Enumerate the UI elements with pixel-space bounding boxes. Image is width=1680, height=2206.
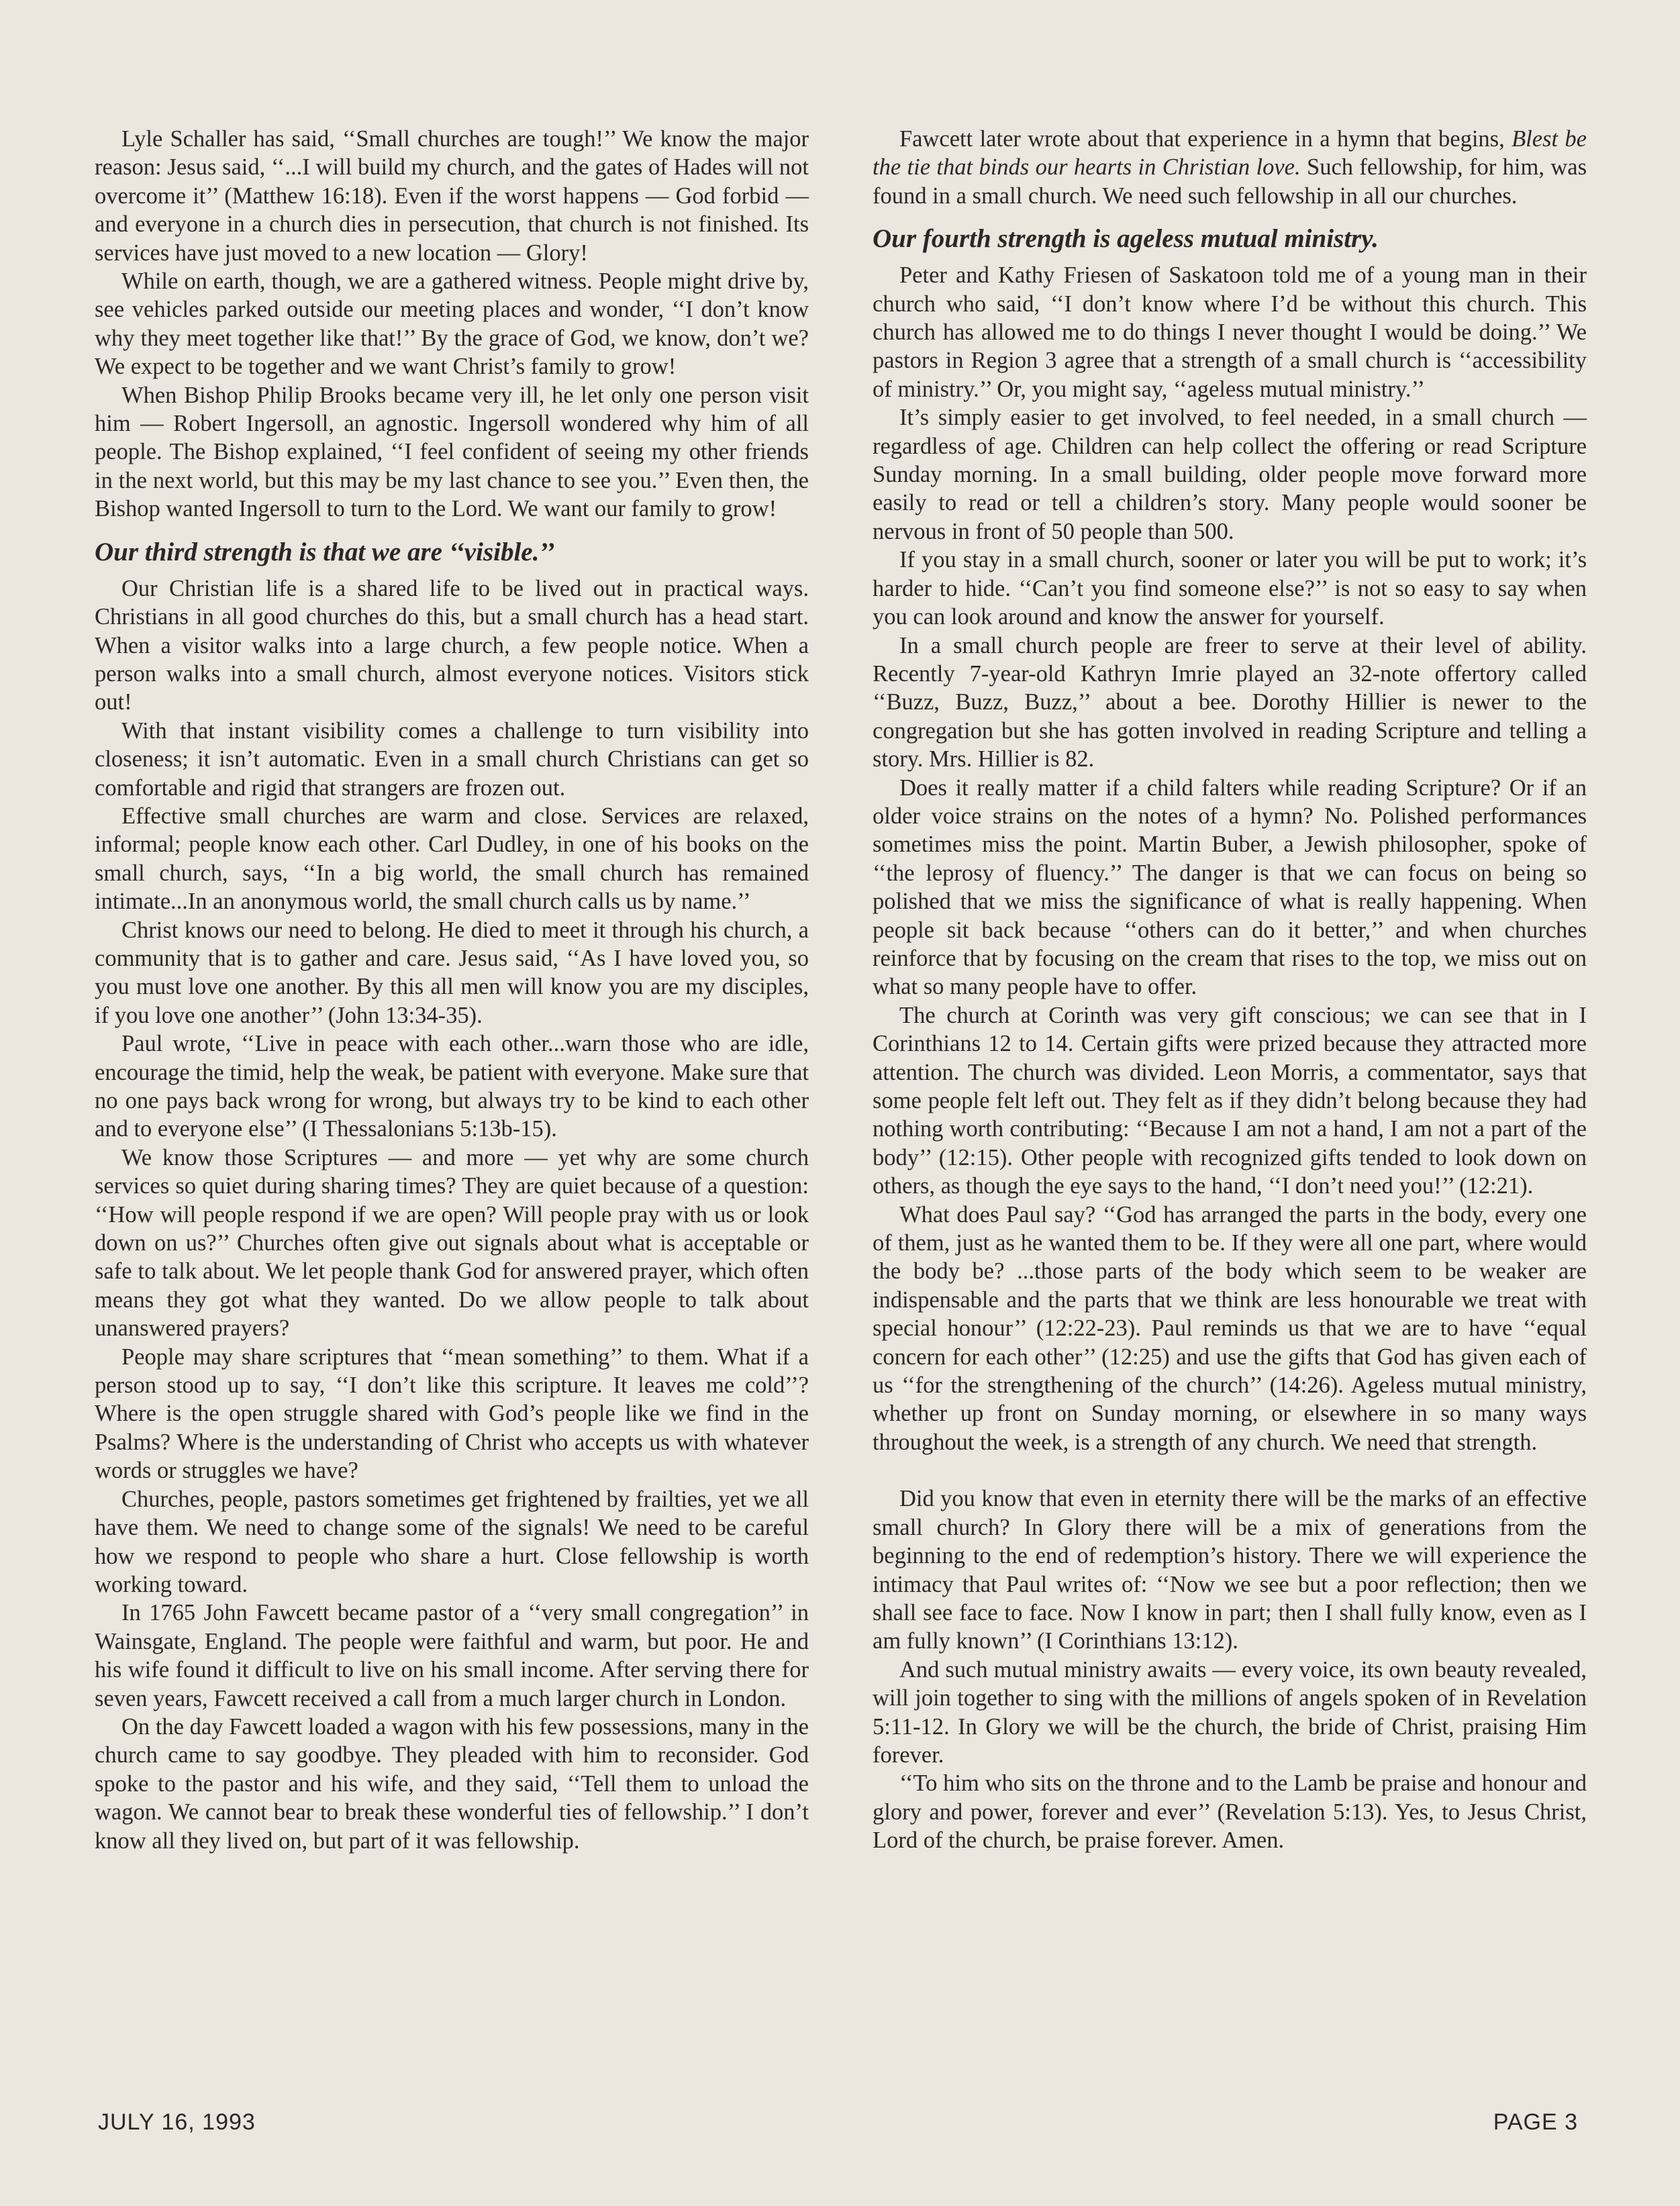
paragraph: The church at Corinth was very gift conscious; we can see that in I Corinthians 12 to 14. Certain gifts were prized because they attracted more attention. The church was divided. Leon Morris, a commentator, says that some people felt left out. They felt as if they didn’t belong because they had nothing worth contributing: ‘‘Because I am not a hand, I am not a part of the body’’ (12:15). Other people with recognized gifts tended to look down on others, as though the eye says to the hand, ‘‘I don’t need you!’’ (12:21). bbox=[873, 1002, 1587, 1199]
paragraph: If you stay in a small church, sooner or later you will be put to work; it’s harder to hide. ‘‘Can’t you find someone else?’’ is not so easy to say when you can look around and know the answer for yourself. bbox=[873, 547, 1587, 630]
paragraph: We know those Scriptures — and more — yet why are some church services so quiet during sharing times? They are quiet because of a question: ‘‘How will people respond if we are open? Will people pray with us or look down on us?’’ Churches often give out signals about what is acceptable or safe to talk about. We let people thank God for answered prayer, which often means they got what they wanted. Do we allow people to talk about unanswered prayers? bbox=[95, 1144, 809, 1342]
paragraph: What does Paul say? ‘‘God has arranged the parts in the body, every one of them, just as he wanted them to be. If they were all one part, where would the body be? ...those parts of the body which seem to be weaker are indispensable and the parts that we think are less honourable we treat with special honour’’ (12:22-23). Paul reminds us that we are to have ‘‘equal concern for each other’’ (12:25) and use the gifts that God has given each of us ‘‘for the strengthening of the church’’ (14:26). Ageless mutual ministry, whether up front on Sunday morning, or elsewhere in so many ways throughout the week, is a strength of any church. We need that strength. bbox=[873, 1201, 1587, 1455]
section-spacer bbox=[873, 1456, 1587, 1485]
paragraph: In a small church people are freer to serve at their level of ability. Recently 7-year-old Kathryn Imrie played an 32-note offertory called ‘‘Buzz, Buzz, Buzz,’’ about a bee. Dorothy Hillier is newer to the congregation but she has gotten involved in reading Scripture and telling a story. Mrs. Hillier is 82. bbox=[873, 632, 1587, 772]
paragraph: Lyle Schaller has said, ‘‘Small churches are tough!’’ We know the major reason: Jesus said, ‘‘...I will build my church, and the gates of Hades will not overcome it’’ (Matthew 16:18). Even if the worst happens — God forbid — and everyone in a church dies in persecution, that church is not finished. Its services have just moved to a new location — Glory! bbox=[95, 126, 809, 266]
paragraph: When Bishop Philip Brooks became very ill, he let only one person visit him — Robert Ingersoll, an agnostic. Ingersoll wondered why him of all people. The Bishop explained, ‘‘I feel confident of seeing my other friends in the next world, but this may be my last chance to see you.’’ Even then, the Bishop wanted Ingersoll to turn to the Lord. We want our family to grow! bbox=[95, 382, 809, 522]
section-heading-fourth-strength: Our fourth strength is ageless mutual ministry. bbox=[873, 224, 1379, 254]
footer-date: JULY 16, 1993 bbox=[98, 2109, 256, 2135]
paragraph: Our Christian life is a shared life to be lived out in practical ways. Christians in all good churches do this, but a small church has a head start. When a visitor walks into a large church, a few people notice. When a person walks into a small church, almost everyone notices. Visitors stick out! bbox=[95, 575, 809, 715]
paragraph: And such mutual ministry awaits — every voice, its own beauty revealed, will join together to sing with the millions of angels spoken of in Revelation 5:11-12. In Glory we will be the church, the bride of Christ, praising Him forever. bbox=[873, 1656, 1587, 1768]
paragraph: While on earth, though, we are a gathered witness. People might drive by, see vehicles parked outside our meeting places and wonder, ‘‘I don’t know why they meet together like that!’’ By the grace of God, we know, don’t we? We expect to be together and we want Christ’s family to grow! bbox=[95, 268, 809, 380]
paragraph: Effective small churches are warm and close. Services are relaxed, informal; people know each other. Carl Dudley, in one of his books on the small church, says, ‘‘In a big world, the small church has remained intimate...In an anonymous world, the small church calls us by name.’’ bbox=[95, 803, 809, 915]
paragraph: On the day Fawcett loaded a wagon with his few possessions, many in the church came to say goodbye. They pleaded with him to reconsider. God spoke to the pastor and his wife, and they said, ‘‘Tell them to unload the wagon. We cannot bear to break these wonderful ties of fellowship.’’ I don’t know all they lived on, but part of it was fellowship. bbox=[95, 1713, 809, 1854]
hymn-title: Blest be the tie that binds our hearts in Christian love. bbox=[873, 126, 1587, 181]
paragraph-text: Such fellowship, for him, was found in a small church. We need such fellowship in all our churches. bbox=[873, 154, 1587, 209]
paragraph: Christ knows our need to belong. He died to meet it through his church, a community that is to gather and care. Jesus said, ‘‘As I have loved you, so you must love one another. By this all men will know you are my disciples, if you love one another’’ (John 13:34-35). bbox=[95, 917, 809, 1028]
paragraph: Does it really matter if a child falters while reading Scripture? Or if an older voice strains on the notes of a hymn? No. Polished performances sometimes miss the point. Martin Buber, a Jewish philosopher, spoke of ‘‘the leprosy of fluency.’’ The danger is that we can focus on being so polished that we miss the significance of what is really happening. When people sit back because ‘‘others can do it better,’’ and when churches reinforce that by focusing on the cream that rises to the top, we miss out on what so many people have to offer. bbox=[873, 774, 1587, 1000]
paragraph: ‘‘To him who sits on the throne and to the Lamb be praise and honour and glory and power, forever and ever’’ (Revelation 5:13). Yes, to Jesus Christ, Lord of the church, be praise forever. Amen. bbox=[873, 1770, 1587, 1854]
section-heading-third-strength: Our third strength is that we are ‘‘visible.’’ bbox=[95, 537, 555, 566]
paragraph: Paul wrote, ‘‘Live in peace with each other...warn those who are idle, encourage the timid, help the weak, be patient with everyone. Make sure that no one pays back wrong for wrong, but always try to be kind to each other and to everyone else’’ (I Thessalonians 5:13b-15). bbox=[95, 1031, 809, 1142]
paragraph: Did you know that even in eternity there will be the marks of an effective small church? In Glory there will be a mix of generations from the beginning to the end of redemption’s history. There we will experience the intimacy that Paul writes of: ‘‘Now we see but a poor reflection; then we shall see face to face. Now I know in part; then I shall fully know, even as I am fully known’’ (I Corinthians 13:12). bbox=[873, 1486, 1587, 1654]
paragraph: People may share scriptures that ‘‘mean something’’ to them. What if a person stood up to say, ‘‘I don’t like this scripture. It leaves me cold’’? Where is the open struggle shared with God’s people like we find in the Psalms? Where is the understanding of Christ who accepts us with whatever words or struggles we have? bbox=[95, 1344, 809, 1484]
paragraph-hymn bbox=[873, 125, 1587, 210]
paragraph: Peter and Kathy Friesen of Saskatoon told me of a young man in their church who said, ‘‘I don’t know where I’d be without this church. This church has allowed me to do things I never thought I would be doing.’’ We pastors in Region 3 agree that a strength of a small church is ‘‘accessibility of ministry.’’ Or, you might say, ‘‘ageless mutual ministry.’’ bbox=[873, 262, 1587, 402]
paragraph-text: Fawcett later wrote about that experience in a hymn that begins, bbox=[899, 126, 1512, 152]
right-column bbox=[873, 125, 1587, 1855]
paragraph: It’s simply easier to get involved, to feel needed, in a small church — regardless of age. Children can help collect the offering or read Scripture Sunday morning. In a small building, older people move forward more easily to read or tell a children’s story. Many people would sooner be nervous in front of 50 people than 500. bbox=[873, 405, 1587, 544]
paragraph: Churches, people, pastors sometimes get frightened by frailties, yet we all have them. We need to change some of the signals! We need to be careful how we respond to people who share a hurt. Close fellowship is worth working toward. bbox=[95, 1486, 809, 1597]
left-column bbox=[95, 125, 809, 1855]
paragraph: In 1765 John Fawcett became pastor of a ‘‘very small congregation’’ in Wainsgate, England. The people were faithful and warm, but poor. He and his wife found it difficult to live on his small income. After serving there for seven years, Fawcett received a call from a much larger church in London. bbox=[95, 1600, 809, 1711]
paragraph: With that instant visibility comes a challenge to turn visibility into closeness; it isn’t automatic. Even in a small church Christians can get so comfortable and rigid that strangers are frozen out. bbox=[95, 717, 809, 801]
footer-page-number: PAGE 3 bbox=[1493, 2109, 1578, 2135]
